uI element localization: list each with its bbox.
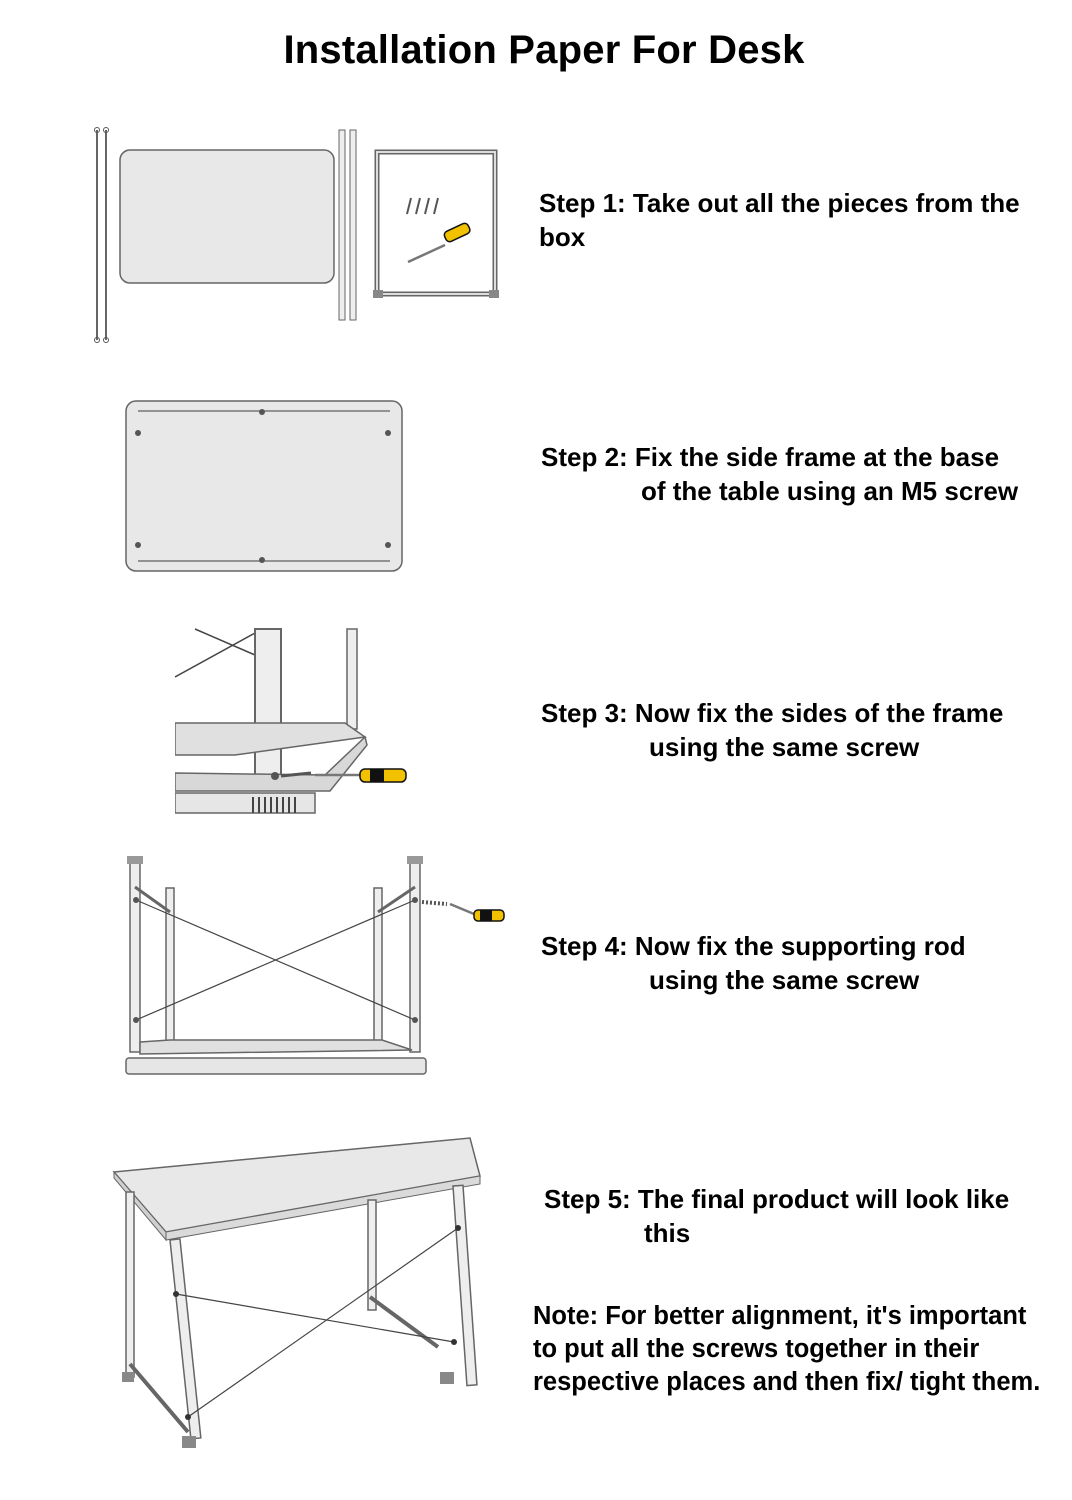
step5-illustration	[108, 1132, 488, 1462]
step-2-line1: Fix the side frame at the base	[634, 442, 1000, 472]
step1-illustration	[85, 120, 515, 350]
note-line2: to put all the screws together in their	[533, 1335, 980, 1363]
step-4-label: Step 4:	[541, 931, 628, 961]
step-5-label: Step 5:	[544, 1184, 631, 1214]
step-4-line1: Now fix the supporting rod	[634, 931, 966, 961]
step-5-line1: The final product will look like	[637, 1184, 1010, 1214]
step-4-line2: using the same screw	[649, 965, 920, 995]
page-title: Installation Paper For Desk	[283, 28, 805, 72]
step-1-label: Step 1:	[539, 188, 626, 218]
step2-illustration	[120, 395, 415, 580]
step-1-text	[539, 186, 1069, 254]
step-1-line2: box	[539, 222, 586, 252]
step3-illustration	[175, 625, 415, 820]
installation-note	[533, 1300, 1072, 1399]
step-2-text	[541, 440, 1071, 508]
step-5-text	[544, 1182, 1069, 1250]
step-1-line1: Take out all the pieces from the	[632, 188, 1020, 218]
step-3-label: Step 3:	[541, 698, 628, 728]
note-line1: Note: For better alignment, it's important	[533, 1302, 1027, 1330]
step-3-line1: Now fix the sides of the frame	[634, 698, 1004, 728]
step-4-text	[541, 929, 1071, 997]
step-5-line2: this	[644, 1218, 691, 1248]
step-2-line2: of the table using an M5 screw	[641, 476, 1019, 506]
note-line3: respective places and then fix/ tight them.	[533, 1368, 1041, 1396]
step-2-label: Step 2:	[541, 442, 628, 472]
step4-illustration	[122, 852, 512, 1084]
step-3-text	[541, 696, 1071, 764]
step-3-line2: using the same screw	[649, 732, 920, 762]
